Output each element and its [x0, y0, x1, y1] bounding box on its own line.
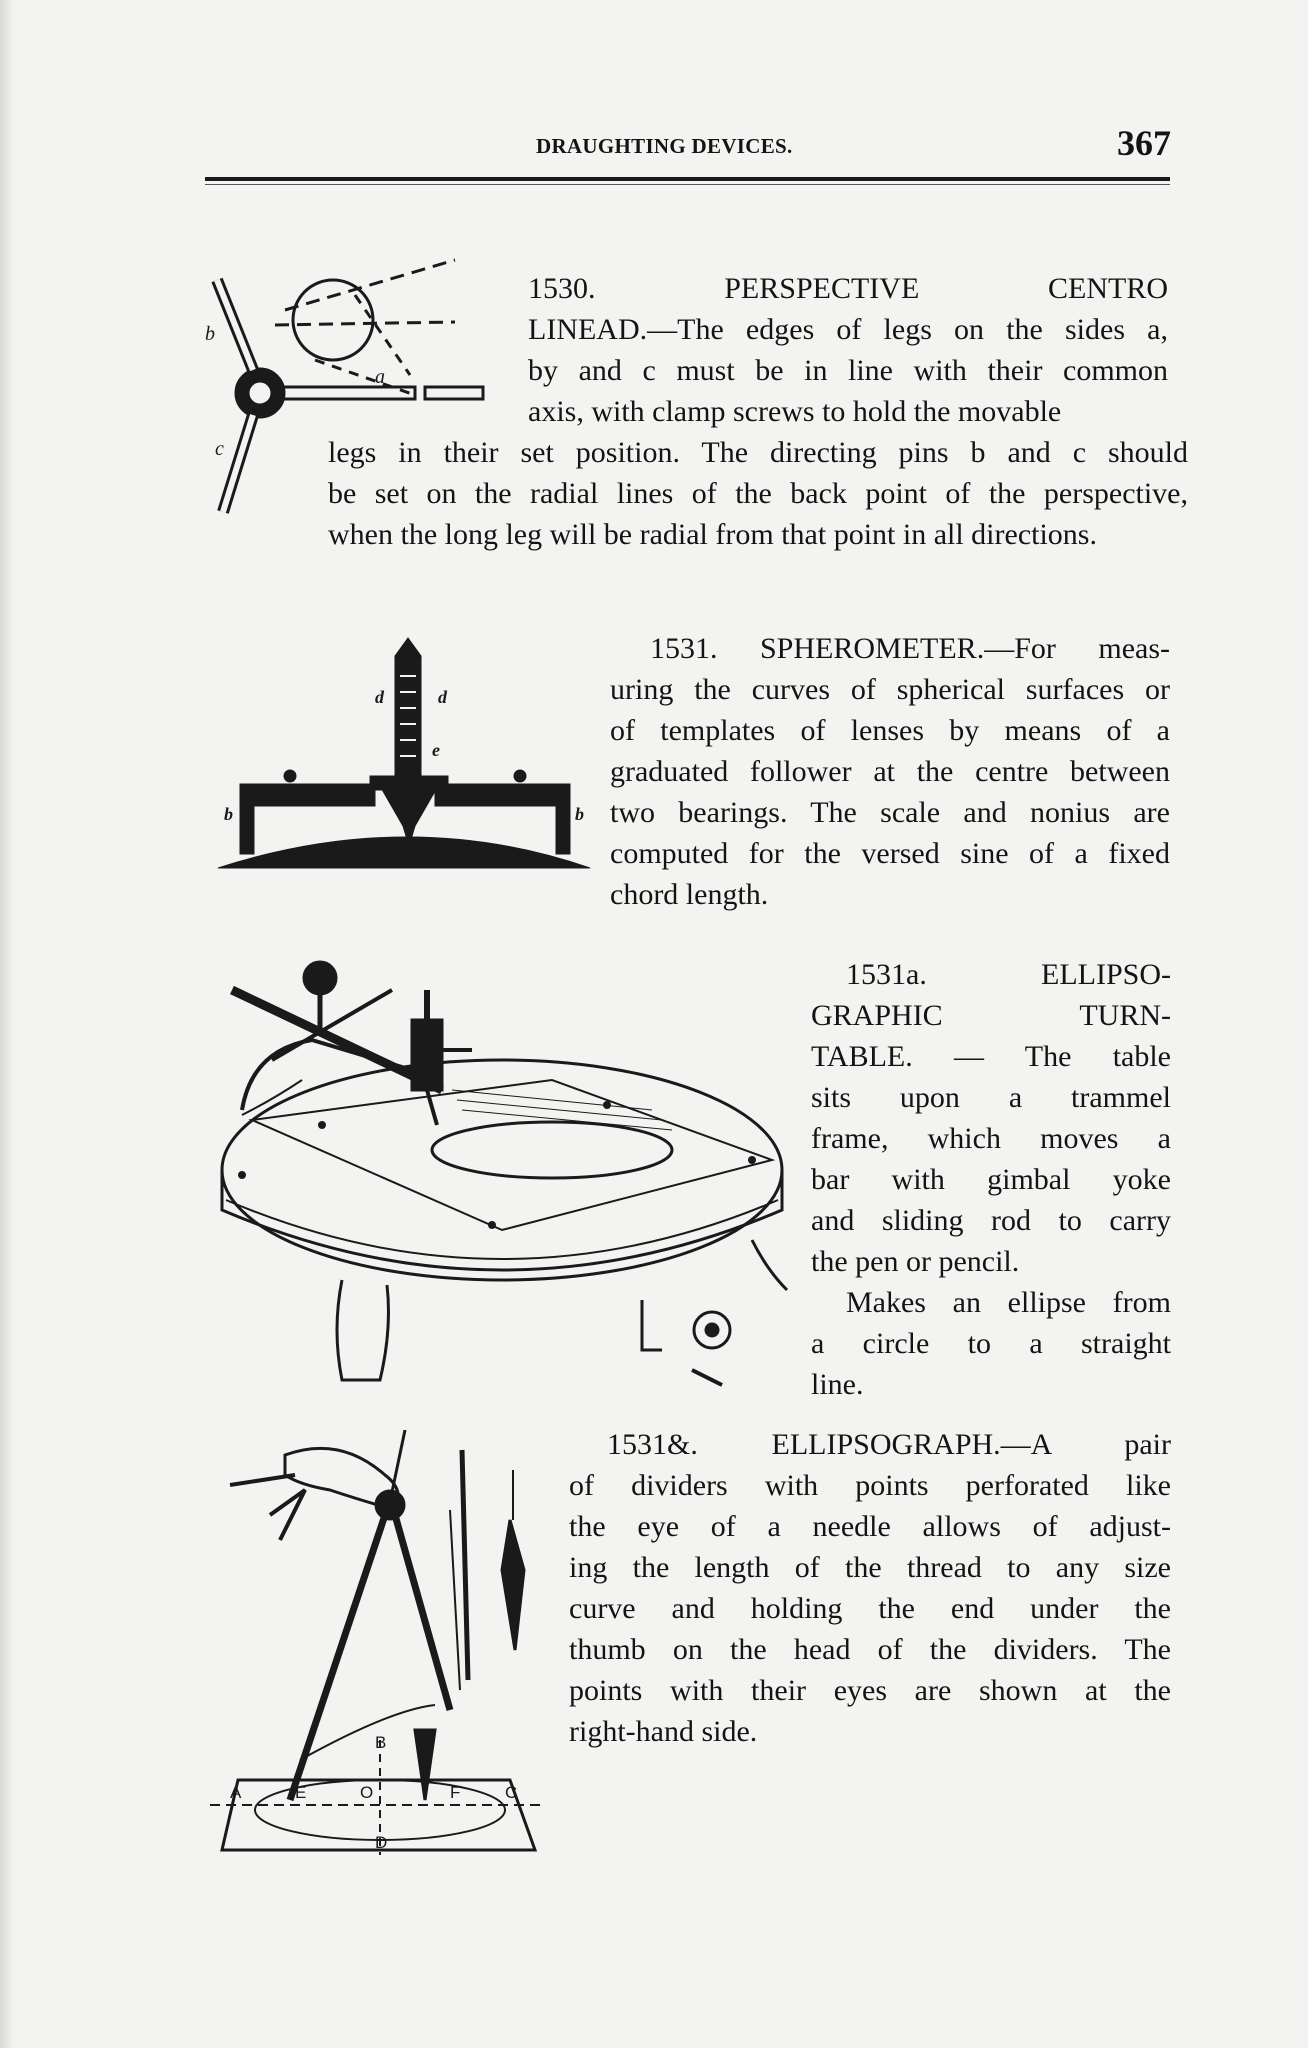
figure-1531a-turntable: [212, 950, 792, 1390]
fig1531-label-d-left: d: [375, 687, 384, 707]
entry-1531a-line-7: and sliding rod to carry: [811, 1204, 1171, 1237]
fig1531-label-b-right: b: [575, 804, 584, 824]
entry-1531a-line-3: TABLE. — The table: [811, 1040, 1171, 1073]
entry-1531a-line-9: Makes an ellipse from: [846, 1286, 1171, 1319]
fig1531b-label-D: D: [375, 1833, 388, 1852]
entry-1531b-line-8: right-hand side.: [569, 1715, 758, 1748]
entry-1531b-line-7: points with their eyes are shown at the: [569, 1674, 1171, 1707]
entry-1530-text-top: [528, 268, 1168, 432]
entry-1531-line-3: of templates of lenses by means of a: [610, 714, 1170, 747]
fig1531b-label-O: O: [360, 1783, 374, 1802]
entry-1531b-line-1: 1531&. ELLIPSOGRAPH.—A pair: [607, 1428, 1171, 1461]
entry-1531-line-5: two bearings. The scale and nonius are: [610, 796, 1170, 829]
entry-1531-line-7: chord length.: [610, 878, 769, 911]
figure-1531-spherometer: [210, 636, 600, 876]
entry-1531a-line-1: 1531a. ELLIPSO-: [846, 958, 1171, 991]
fig1531-label-e: e: [432, 740, 440, 760]
header-rule: [205, 177, 1170, 181]
entry-1530-line-2: LINEAD.—The edges of legs on the sides a,: [528, 313, 1168, 346]
fig1531b-label-C: C: [505, 1783, 518, 1802]
figure-1531b-ellipsograph: [210, 1430, 550, 1860]
entry-1531a-line-4: sits upon a trammel: [811, 1081, 1171, 1114]
running-header: DRAUGHTING DEVICES.: [536, 134, 793, 158]
entry-1531b-line-2: of dividers with points perforated like: [569, 1469, 1171, 1502]
entry-1531b-line-4: ing the length of the thread to any size: [569, 1551, 1171, 1584]
entry-1531b-line-5: curve and holding the end under the: [569, 1592, 1171, 1625]
entry-1531-line-6: computed for the versed sine of a fixed: [610, 837, 1170, 870]
fig1530-label-a: a: [375, 366, 385, 388]
entry-1530-line-7: when the long leg will be radial from that point in all directions.: [328, 518, 1097, 551]
entry-1531b-text: [569, 1424, 1171, 1752]
entry-1531b-line-6: thumb on the head of the dividers. The: [569, 1633, 1171, 1666]
entry-1531-line-2: uring the curves of spherical surfaces or: [610, 673, 1170, 706]
entry-1531a-line-5: frame, which moves a: [811, 1122, 1171, 1155]
fig1531b-label-E: E: [295, 1783, 307, 1802]
entry-1530-line-3: by and c must be in line with their common: [528, 354, 1168, 387]
fig1531-label-d-right: d: [438, 687, 447, 707]
fig1531-label-b-left: b: [224, 804, 233, 824]
fig1530-label-b: b: [205, 323, 215, 345]
entry-1531a-text: [811, 954, 1171, 1405]
page-edge: [0, 0, 14, 2048]
fig1530-label-c: c: [215, 438, 224, 460]
entry-1530-line-5: legs in their set position. The directing pins b and c should: [328, 436, 1188, 469]
entry-1530-line-4: axis, with clamp screws to hold the movable: [528, 395, 1062, 428]
entry-1530-text-bottom: [328, 432, 1188, 555]
entry-1531a-line-6: bar with gimbal yoke: [811, 1163, 1171, 1196]
entry-1531a-line-8: the pen or pencil.: [811, 1245, 1020, 1278]
entry-1531a-line-11: line.: [811, 1368, 864, 1401]
header-rule-thin: [205, 184, 1170, 185]
fig1531b-label-B: B: [375, 1733, 387, 1752]
entry-1531b-line-3: the eye of a needle allows of adjust-: [569, 1510, 1171, 1543]
entry-1530-line-1: 1530. PERSPECTIVE CENTRO: [528, 272, 1168, 305]
fig1531b-label-A: A: [230, 1783, 242, 1802]
entry-1530-line-6: be set on the radial lines of the back point of the perspective,: [328, 477, 1188, 510]
entry-1531a-line-10: a circle to a straight: [811, 1327, 1171, 1360]
entry-1531-line-1: 1531. SPHEROMETER.—For meas-: [650, 632, 1170, 665]
entry-1531a-line-2: GRAPHIC TURN-: [811, 999, 1171, 1032]
fig1531b-label-F: F: [450, 1783, 461, 1802]
page-number: 367: [1117, 123, 1171, 163]
entry-1531-line-4: graduated follower at the centre between: [610, 755, 1170, 788]
entry-1531-text: [610, 628, 1170, 915]
